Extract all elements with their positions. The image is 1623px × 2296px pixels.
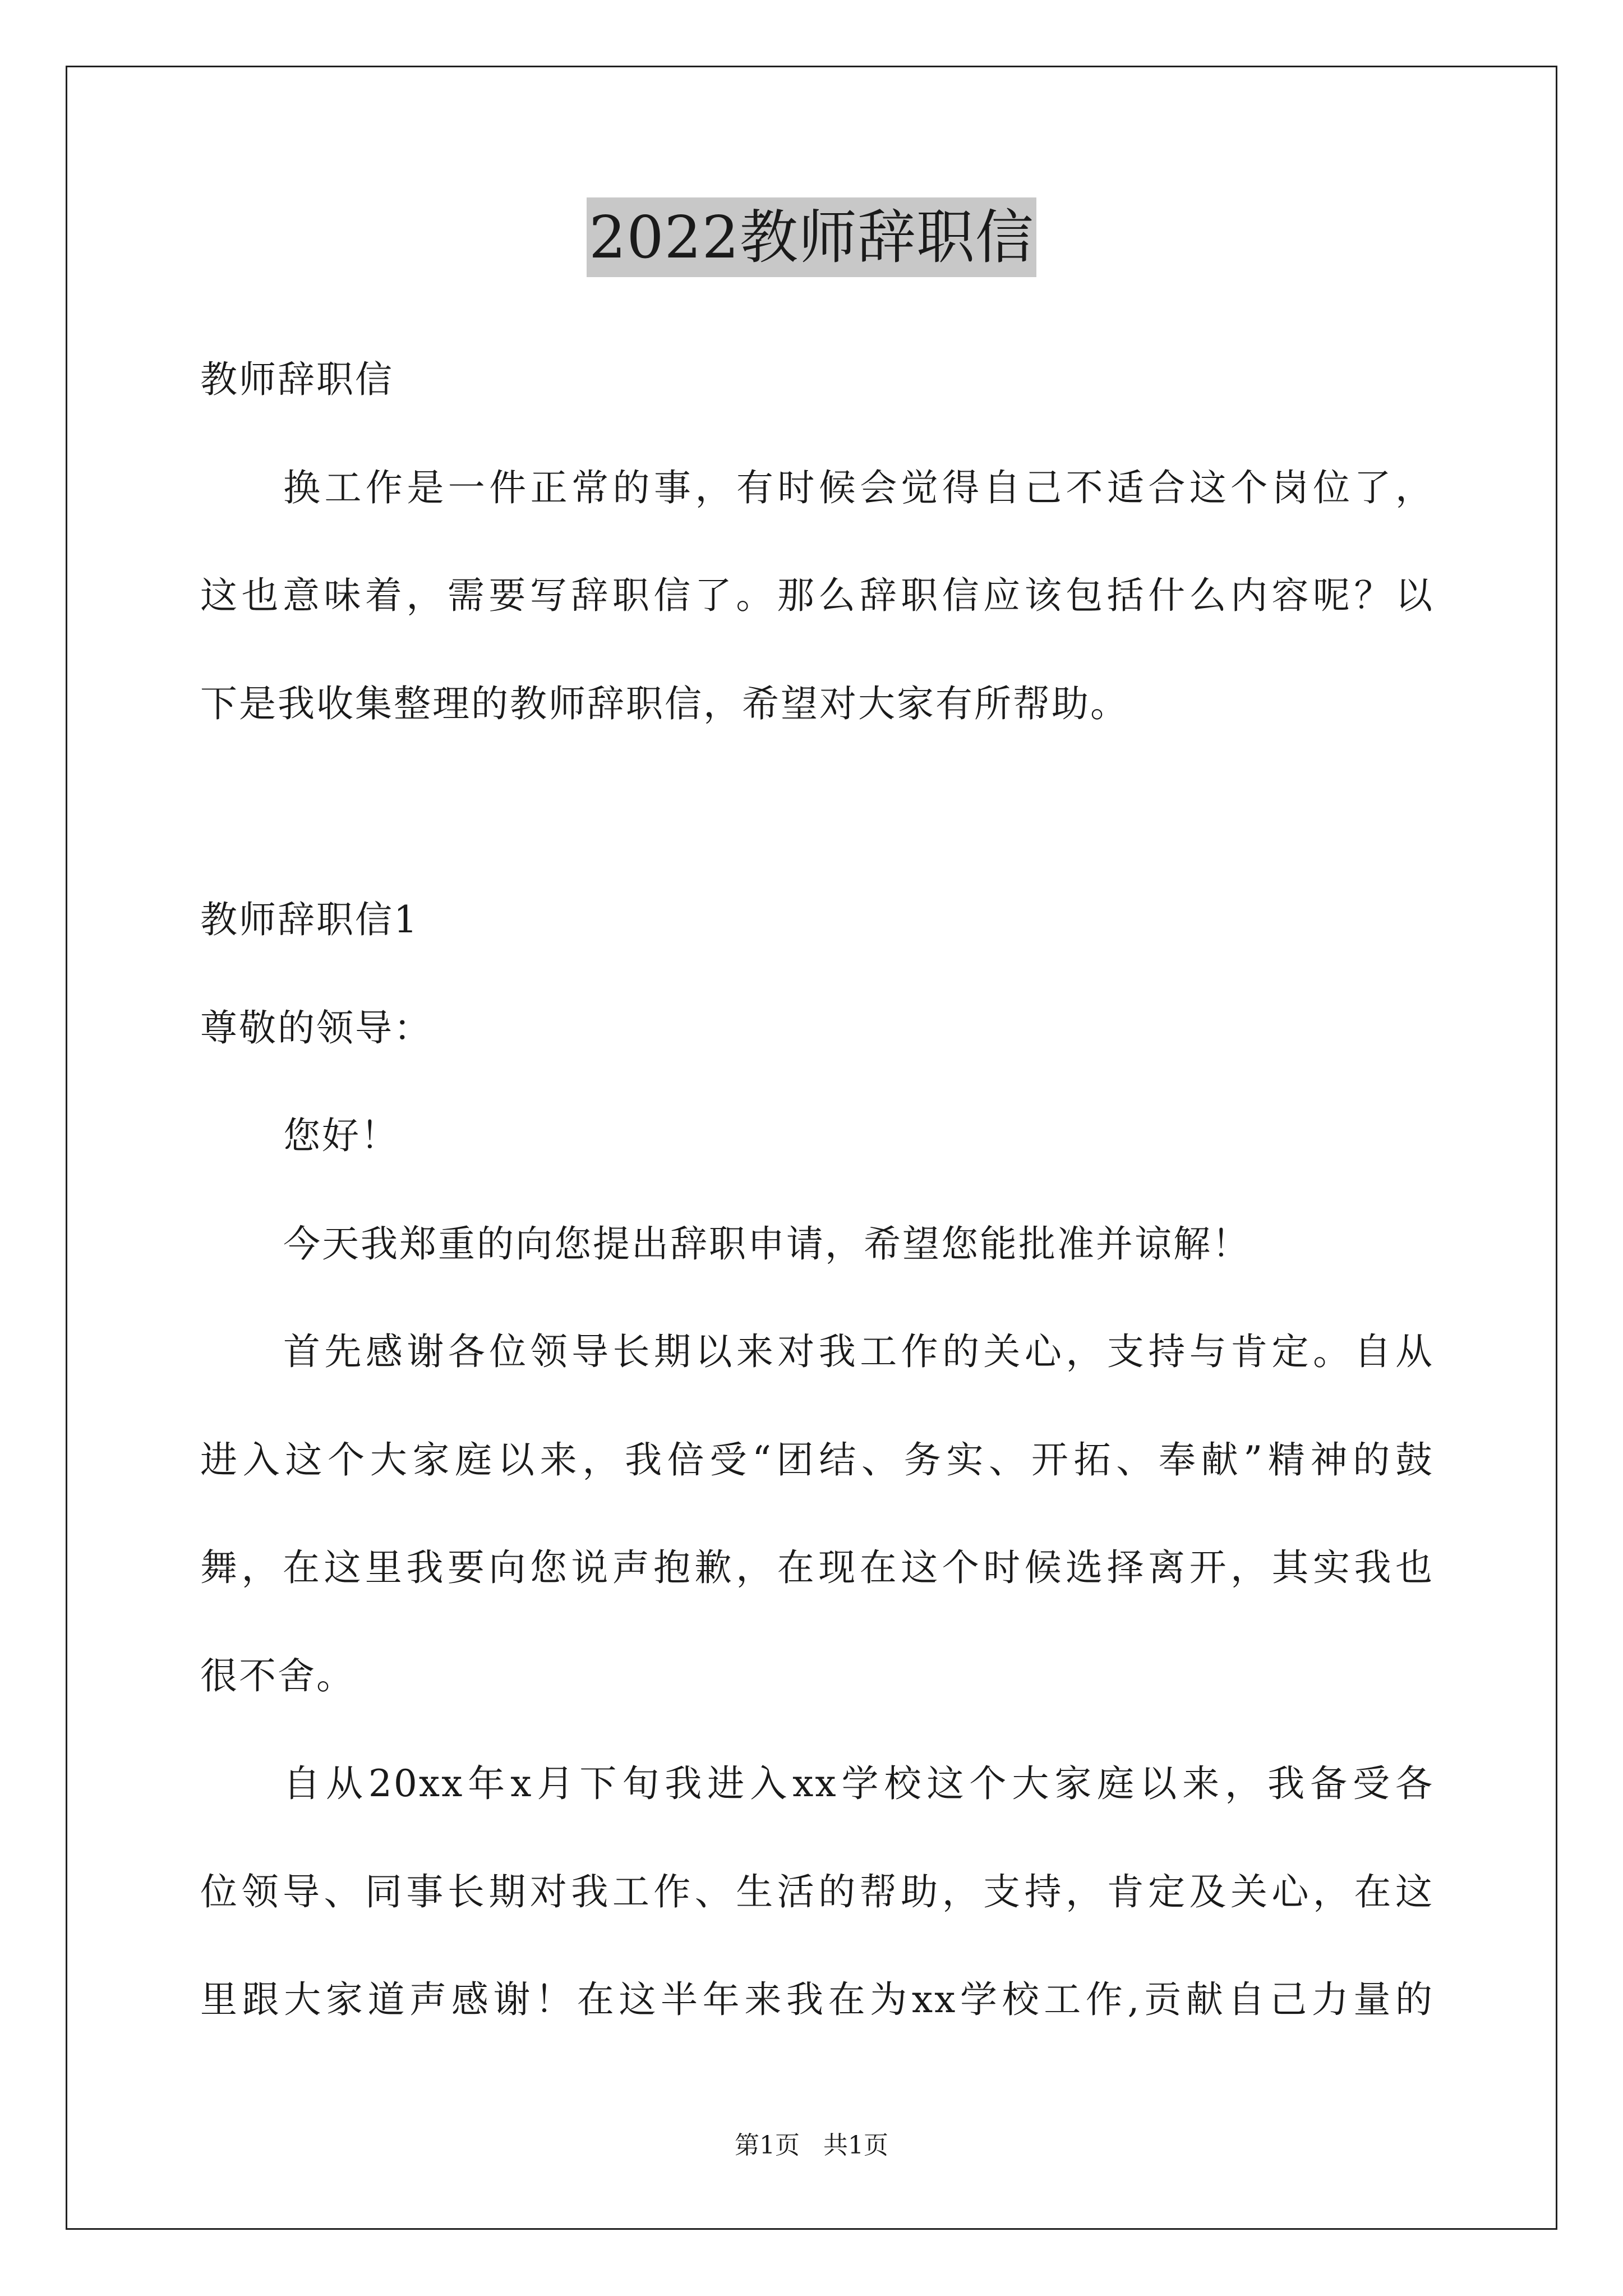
greeting: 您好！ <box>283 1114 399 1157</box>
body-line-8: 里跟大家道声感谢！在这半年来我在为xx学校工作,贡献自己力量的 <box>200 1978 1434 2021</box>
body-line-7: 位领导、同事长期对我工作、生活的帮助，支持，肯定及关心，在这 <box>200 1870 1434 1913</box>
body-line-1: 今天我郑重的向您提出辞职申请，希望您能批准并谅解！ <box>283 1222 1251 1266</box>
body-line-6: 自从20xx年x月下旬我进入xx学校这个大家庭以来，我备受各 <box>283 1762 1434 1805</box>
title-container <box>0 197 1623 277</box>
section-heading: 教师辞职信 <box>200 358 394 401</box>
body-line-3: 进入这个大家庭以来，我倍受“团结、务实、开拓、奉献”精神的鼓 <box>200 1438 1434 1481</box>
page-footer: 第1页 共1页 <box>735 2131 888 2160</box>
body-line-4: 舞，在这里我要向您说声抱歉，在现在这个时候选择离开，其实我也 <box>200 1546 1434 1589</box>
intro-line-2: 这也意味着，需要写辞职信了。那么辞职信应该包括什么内容呢？以 <box>200 574 1434 617</box>
intro-line-3: 下是我收集整理的教师辞职信，希望对大家有所帮助。 <box>200 682 1129 725</box>
letter-heading: 教师辞职信1 <box>200 898 419 941</box>
salutation: 尊敬的领导： <box>200 1006 432 1050</box>
intro-line-1: 换工作是一件正常的事，有时候会觉得自己不适合这个岗位了， <box>283 466 1434 509</box>
document-title: 2022教师辞职信 <box>587 197 1036 277</box>
body-line-2: 首先感谢各位领导长期以来对我工作的关心，支持与肯定。自从 <box>283 1330 1434 1373</box>
body-line-5: 很不舍。 <box>200 1654 355 1697</box>
